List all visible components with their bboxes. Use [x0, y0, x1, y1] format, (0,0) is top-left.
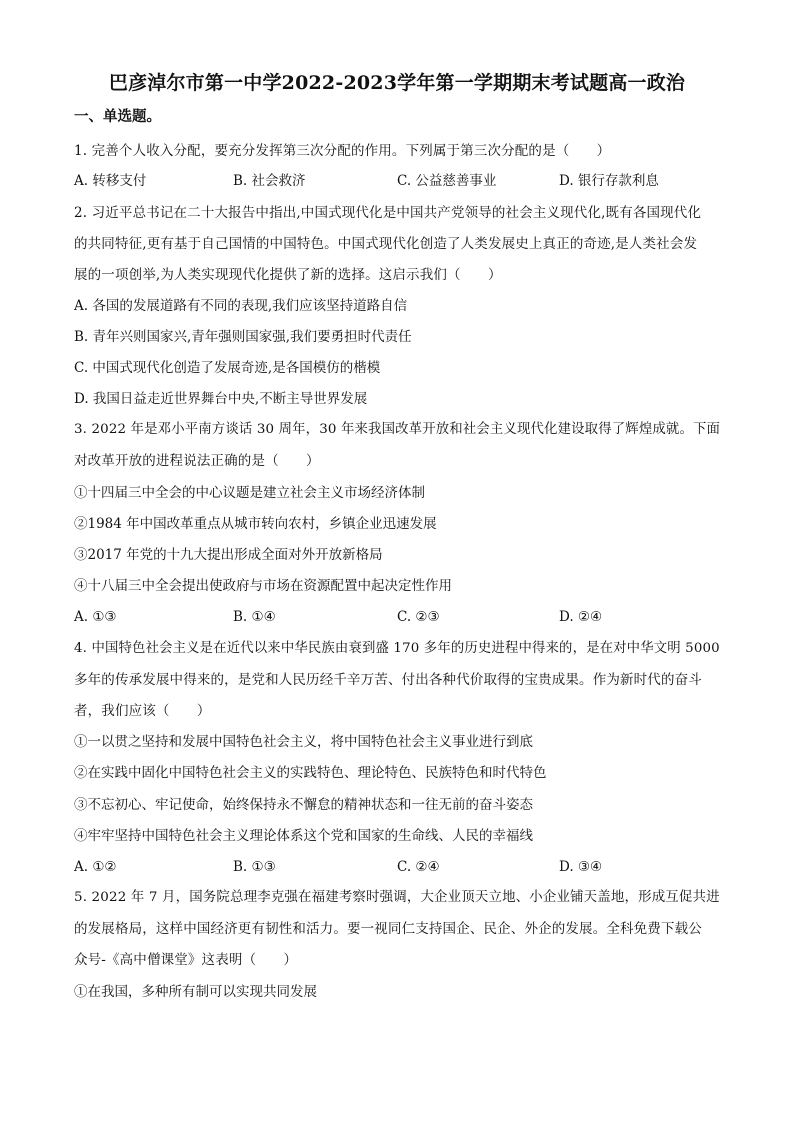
question-4-statement-3: ③不忘初心、牢记使命，始终保持永不懈怠的精神状态和一往无前的奋斗姿态 — [74, 797, 533, 813]
question-1-choice-d: D. 银行存款利息 — [559, 173, 659, 189]
question-3-statement-1: ①十四届三中全会的中心议题是建立社会主义市场经济体制 — [74, 485, 425, 501]
question-2-stem-line-3: 展的一项创举,为人类实现现代化提供了新的选择。这启示我们（ ） — [74, 267, 502, 283]
question-5-stem-line-3: 众号-《高中僧课堂》这表明（ ） — [74, 952, 298, 968]
question-4-stem-line-2: 多年的传承发展中得来的，是党和人民历经千辛万苦、付出各种代价取得的宝贵成果。作为新时代的奋斗 — [74, 672, 702, 688]
question-4-choice-c: C. ②④ — [397, 859, 440, 875]
question-3-choice-c: C. ②③ — [397, 609, 440, 625]
question-3-statement-2: ②1984 年中国改革重点从城市转向农村，乡镇企业迅速发展 — [74, 516, 437, 532]
question-4-choice-b: B. ①③ — [233, 859, 276, 875]
question-1-choice-c: C. 公益慈善事业 — [397, 173, 497, 189]
question-3-stem-line-2: 对改革开放的进程说法正确的是（ ） — [74, 453, 320, 469]
section-heading: 一、单选题。 — [74, 108, 161, 125]
question-3-stem-line-1: 3. 2022 年是邓小平南方谈话 30 周年，30 年来我国改革开放和社会主义现代化建设取得了辉煌成就。下面 — [74, 422, 721, 437]
question-4-choice-a: A. ①② — [74, 859, 117, 875]
question-5-stem-line-1: 5. 2022 年 7 月，国务院总理李克强在福建考察时强调，大企业顶天立地、小企业铺天盖地，形成互促共进 — [74, 890, 720, 905]
question-5-statement-1: ①在我国，多种所有制可以实现共同发展 — [74, 984, 317, 1000]
question-2-choice-d: D. 我国日益走近世界舞台中央,不断主导世界发展 — [74, 391, 368, 407]
question-3-choice-d: D. ②④ — [559, 609, 603, 625]
question-4-stem-line-3: 者，我们应该（ ） — [74, 703, 211, 719]
page-title: 巴彦淖尔市第一中学2022-2023学年第一学期期末考试题高一政治 — [108, 72, 686, 94]
question-4-stem-line-1: 4. 中国特色社会主义是在近代以来中华民族由衰到盛 170 多年的历史进程中得来的，是在对中华文明 5000 — [74, 641, 720, 656]
question-3-choice-b: B. ①④ — [233, 609, 276, 625]
question-2-choice-b: B. 青年兴则国家兴,青年强则国家强,我们要勇担时代责任 — [74, 329, 412, 345]
question-4-choice-d: D. ③④ — [559, 859, 603, 875]
question-4-statement-4: ④牢牢坚持中国特色社会主义理论体系这个党和国家的生命线、人民的幸福线 — [74, 828, 533, 844]
question-2-choice-a: A. 各国的发展道路有不同的表现,我们应该坚持道路自信 — [74, 298, 408, 314]
question-2-choice-c: C. 中国式现代化创造了发展奇迹,是各国模仿的楷模 — [74, 360, 381, 376]
question-4-statement-1: ①一以贯之坚持和发展中国特色社会主义，将中国特色社会主义事业进行到底 — [74, 734, 533, 750]
question-4-statement-2: ②在实践中固化中国特色社会主义的实践特色、理论特色、民族特色和时代特色 — [74, 765, 547, 781]
question-1-stem: 1. 完善个人收入分配，要充分发挥第三次分配的作用。下列属于第三次分配的是（ ） — [74, 143, 611, 159]
question-3-choice-a: A. ①③ — [74, 609, 117, 625]
question-5-stem-line-2: 的发展格局，这样中国经济更有韧性和活力。要一视同仁支持国企、民企、外企的发展。全科免费下载公 — [74, 921, 702, 937]
question-3-statement-4: ④十八届三中全会提出使政府与市场在资源配置中起决定性作用 — [74, 578, 452, 594]
question-1-choice-b: B. 社会救济 — [233, 173, 306, 189]
question-2-stem-line-1: 2. 习近平总书记在二十大报告中指出,中国式现代化是中国共产党领导的社会主义现代化,既有各国现代化 — [74, 205, 702, 221]
question-3-statement-3: ③2017 年党的十九大提出形成全面对外开放新格局 — [74, 547, 383, 563]
question-1-choice-a: A. 转移支付 — [74, 173, 147, 189]
question-2-stem-line-2: 的共同特征,更有基于自己国情的中国特色。中国式现代化创造了人类发展史上真正的奇迹,是人类社会发 — [74, 236, 698, 252]
